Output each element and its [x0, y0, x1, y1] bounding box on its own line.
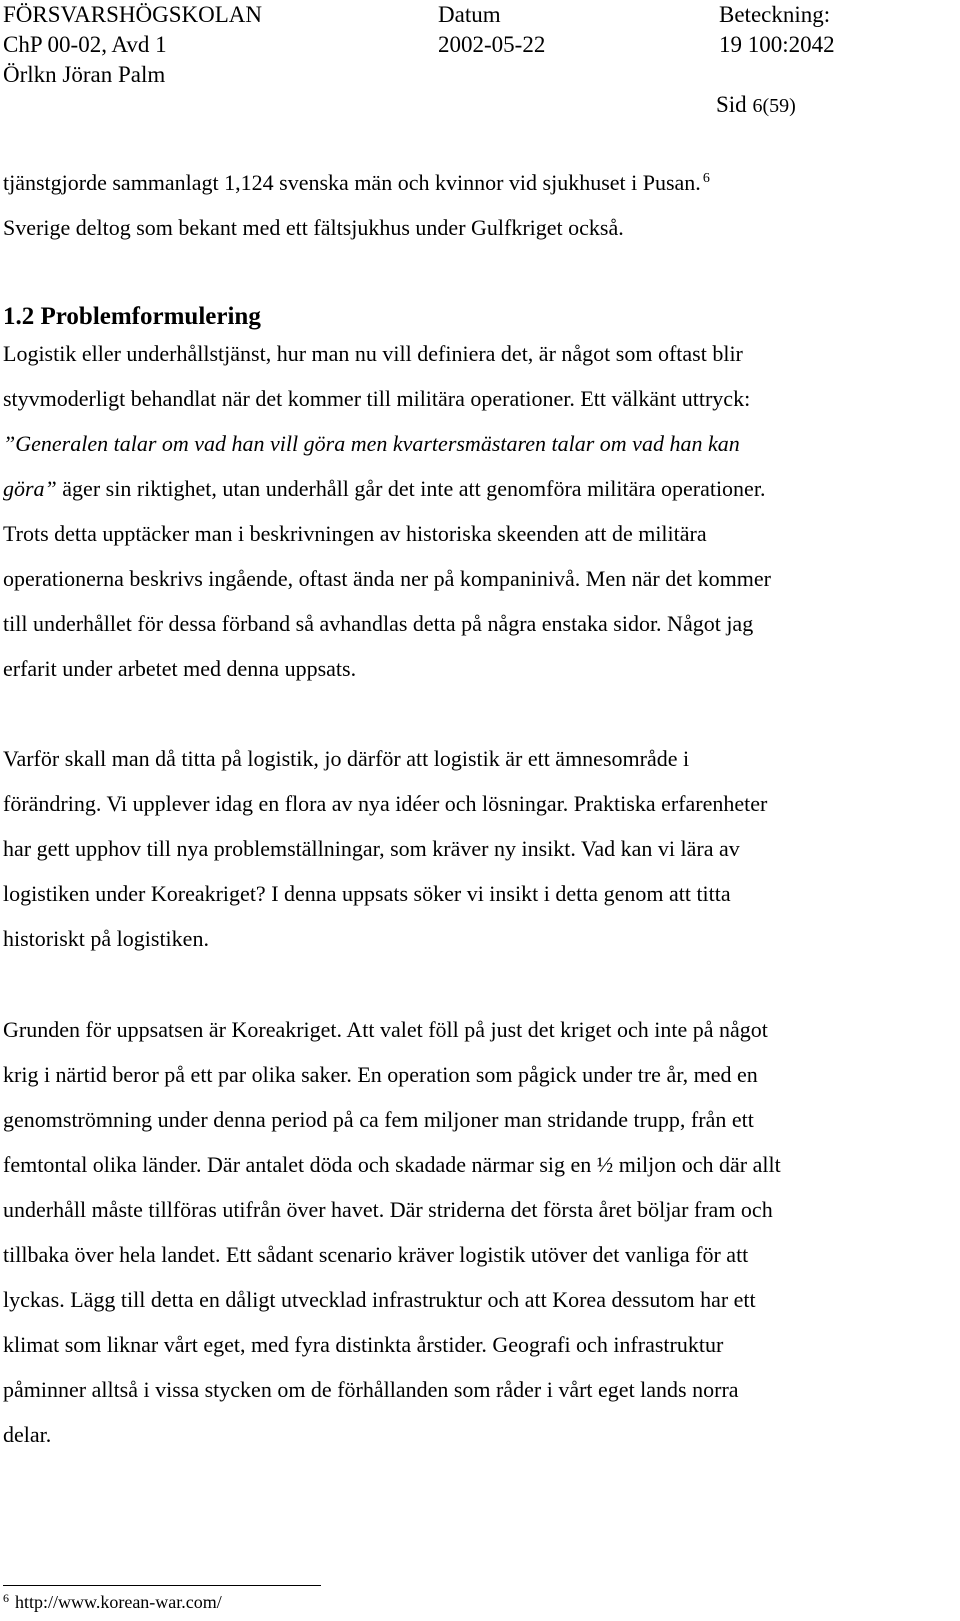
intro-line-1: tjänstgjorde sammanlagt 1,124 svenska män och kvinnor vid sjukhuset i Pusan. — [3, 170, 701, 195]
paragraph-1 — [3, 331, 948, 691]
text-line: har gett upphov till nya problemställningar, som kräver ny insikt. Vad kan vi lära av — [3, 836, 740, 861]
footnote-divider — [3, 1585, 321, 1586]
text-line: Varför skall man då titta på logistik, jo därför att logistik är ett ämnesområde i — [3, 746, 690, 771]
text-line: påminner alltså i vissa stycken om de förhållanden som råder i vårt eget lands norra — [3, 1377, 739, 1402]
date-value: 2002-05-22 — [438, 32, 546, 57]
sid-label: Sid — [716, 92, 747, 117]
text-line: Trots detta upptäcker man i beskrivningen av historiska skeenden att de militära — [3, 521, 707, 546]
text-line: erfarit under arbetet med denna uppsats. — [3, 656, 357, 681]
text-line-rest: äger sin riktighet, utan underhåll går det inte att genomföra militära operationer. — [56, 476, 766, 501]
page-total: (59) — [762, 95, 796, 117]
footnote-link[interactable]: http://www.korean-war.com/ — [15, 1592, 222, 1612]
text-line: till underhållet för dessa förband så avhandlas detta på några enstaka sidor. Något jag — [3, 611, 754, 636]
intro-paragraph — [3, 160, 948, 250]
text-line: tillbaka över hela landet. Ett sådant scenario kräver logistik utöver det vanliga för att — [3, 1242, 749, 1267]
date-label: Datum — [438, 2, 501, 27]
text-line: Grunden för uppsatsen är Koreakriget. Att valet föll på just det kriget och inte på något — [3, 1017, 768, 1042]
author-name: Örlkn Jöran Palm — [3, 62, 166, 87]
section-heading: 1.2 Problemformulering — [3, 303, 261, 330]
text-line: styvmoderligt behandlat när det kommer till militära operationer. Ett välkänt uttryck: — [3, 386, 751, 411]
paragraph-3 — [3, 1007, 948, 1457]
quote-text: ”Generalen talar om vad han vill göra men kvartersmästaren talar om vad han kan — [3, 431, 740, 456]
reference-label: Beteckning: — [719, 2, 831, 27]
footnote-number: 6 — [3, 1591, 9, 1605]
text-line: Logistik eller underhållstjänst, hur man nu vill definiera det, är något som oftast blir — [3, 341, 743, 366]
text-line: underhåll måste tillföras utifrån över havet. Där striderna det första året böljar fram och — [3, 1197, 773, 1222]
text-line — [3, 466, 948, 511]
paragraph-2 — [3, 736, 948, 961]
text-line: operationerna beskrivs ingående, oftast ända ner på kompaninivå. Men när det kommer — [3, 566, 771, 591]
page-number: 6 — [752, 95, 763, 117]
footnote-reference: 6 — [702, 171, 710, 186]
text-line: klimat som liknar vårt eget, med fyra distinkta årstider. Geografi och infrastruktur — [3, 1332, 724, 1357]
text-line: historiskt på logistiken. — [3, 926, 209, 951]
text-line: femtontal olika länder. Där antalet döda och skadade närmar sig en ½ miljon och där allt — [3, 1152, 781, 1177]
institution-name: FÖRSVARSHÖGSKOLAN — [3, 2, 263, 27]
text-line: förändring. Vi upplever idag en flora av nya idéer och lösningar. Praktiska erfarenheter — [3, 791, 768, 816]
quote-line — [3, 421, 948, 466]
page-indicator — [716, 92, 796, 118]
quote-text-end: göra” — [3, 476, 57, 501]
text-line: genomströmning under denna period på ca fem miljoner man stridande trupp, från ett — [3, 1107, 754, 1132]
page-header — [3, 0, 953, 90]
text-line — [3, 160, 948, 205]
text-line: Sverige deltog som bekant med ett fältsjukhus under Gulfkriget också. — [3, 215, 624, 240]
reference-value: 19 100:2042 — [719, 32, 835, 57]
course-info: ChP 00-02, Avd 1 — [3, 32, 167, 57]
text-line: delar. — [3, 1422, 52, 1447]
text-line: lyckas. Lägg till detta en dåligt utvecklad infrastruktur och att Korea dessutom har ett — [3, 1287, 756, 1312]
footnote — [3, 1592, 222, 1613]
text-line: logistiken under Koreakriget? I denna uppsats söker vi insikt i detta genom att titta — [3, 881, 731, 906]
text-line: krig i närtid beror på ett par olika saker. En operation som pågick under tre år, med en — [3, 1062, 758, 1087]
